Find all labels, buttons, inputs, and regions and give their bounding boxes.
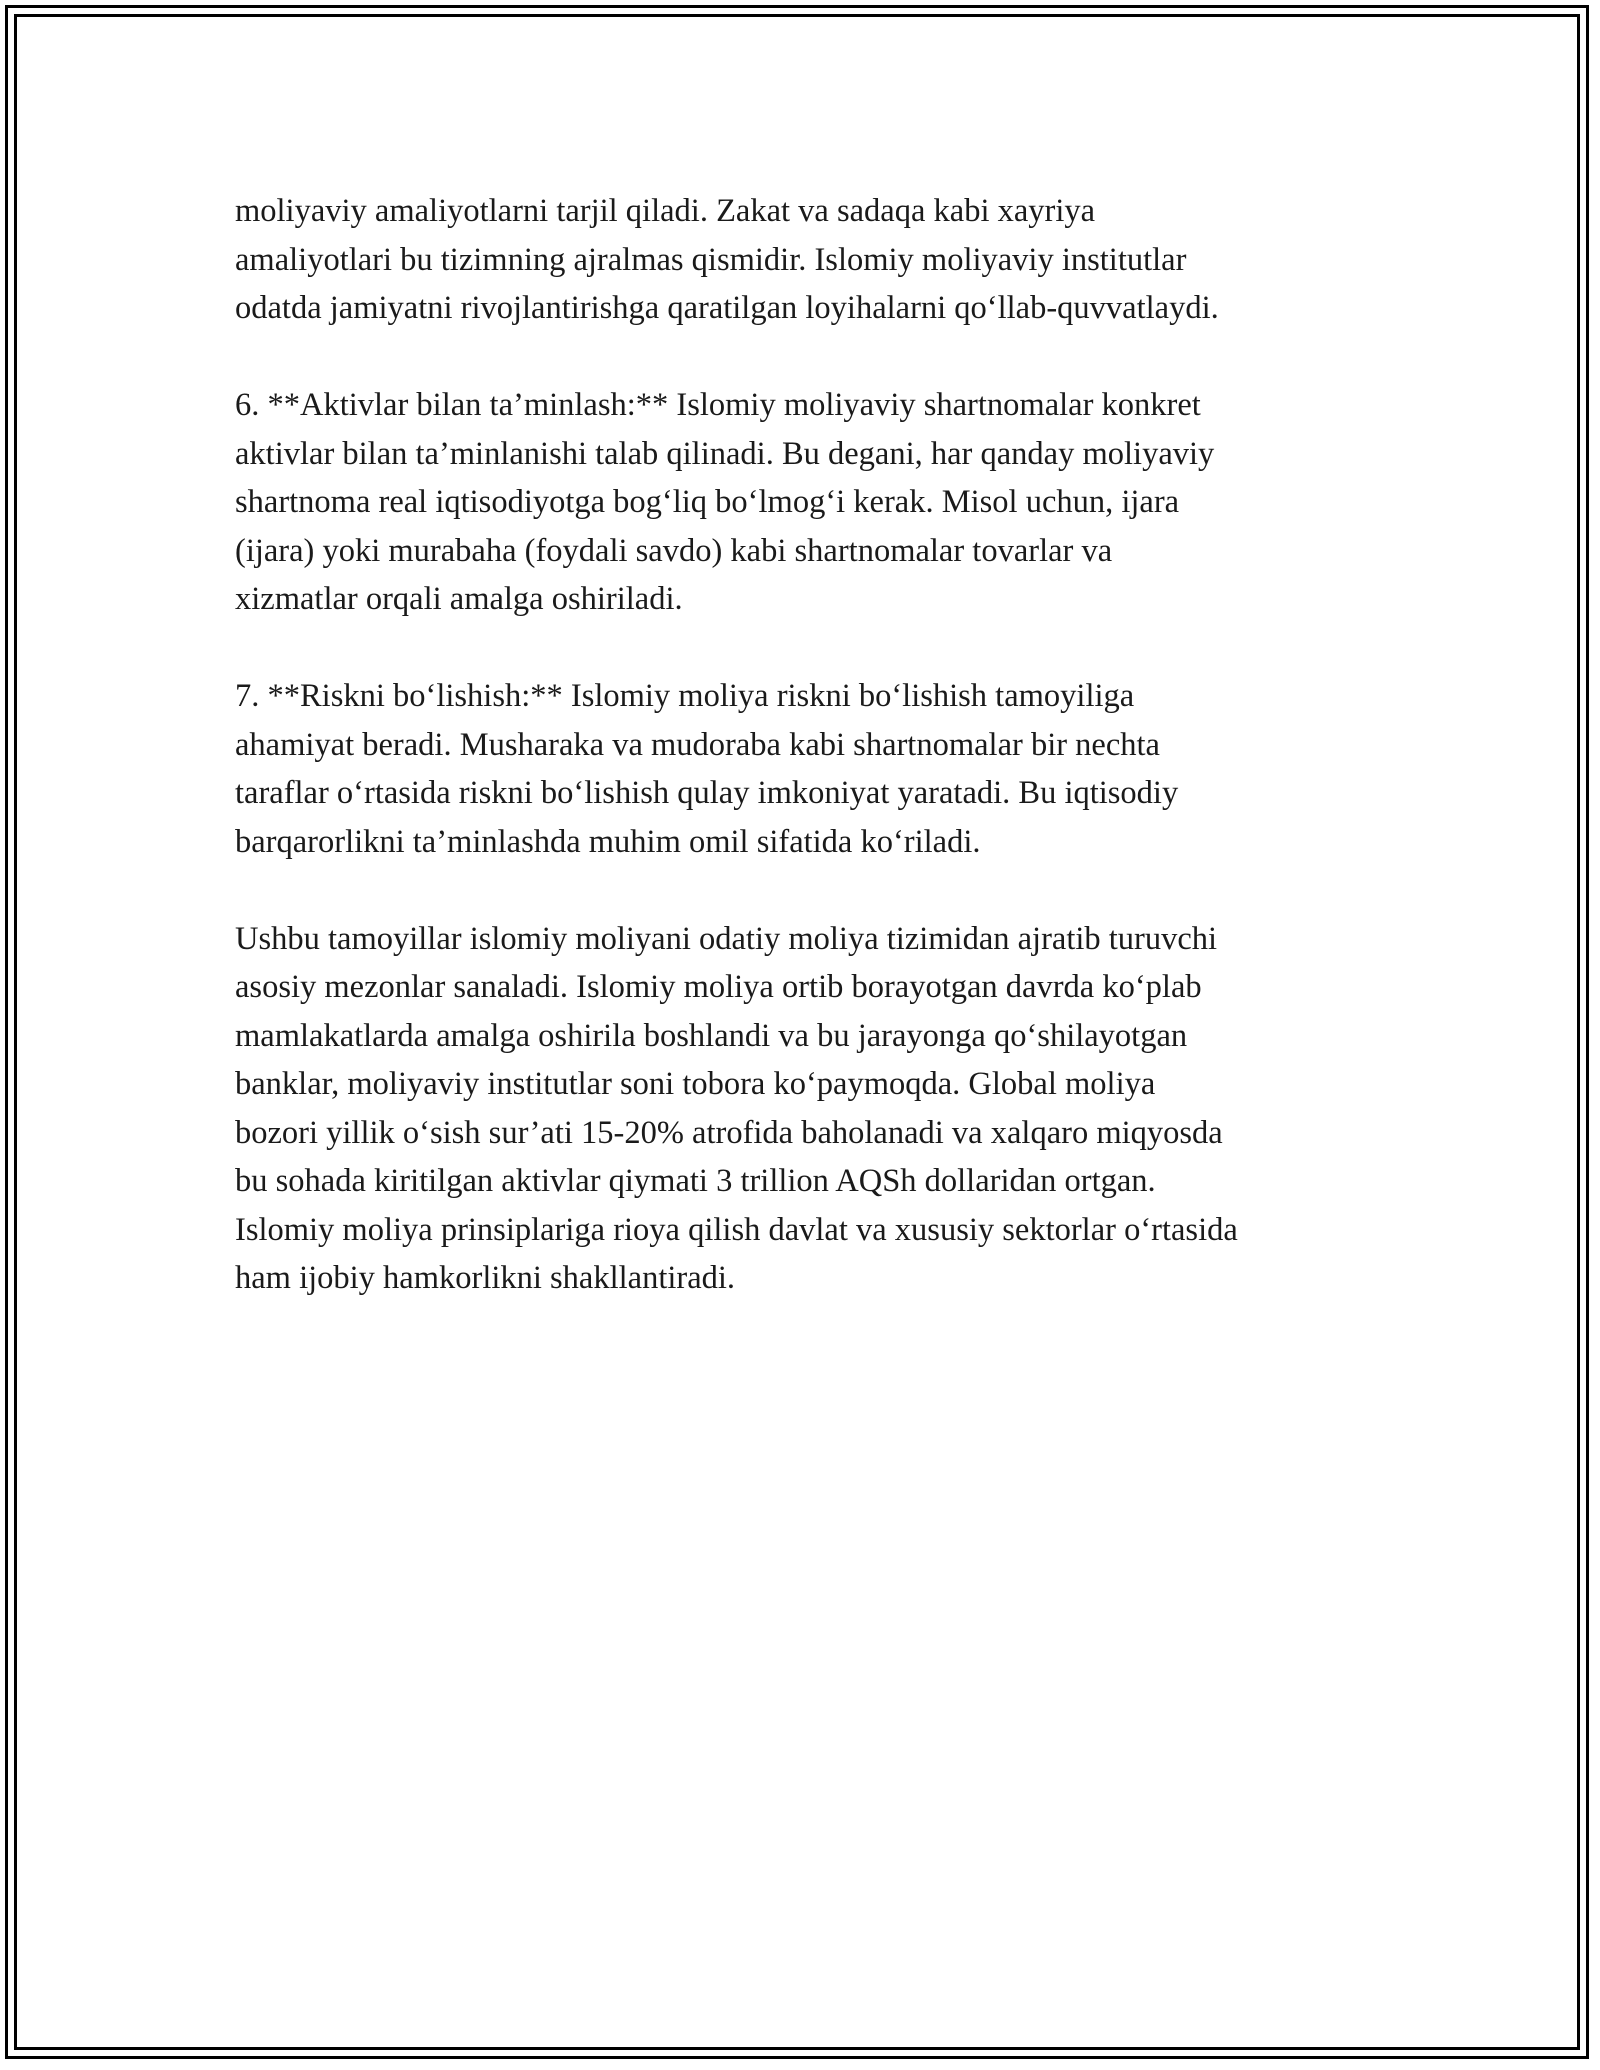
text-line: mamlakatlarda amalga oshirila boshlandi va bu jarayonga qo‘shilayotgan xyxy=(235,1017,1188,1054)
paragraph-risk-sharing xyxy=(235,672,1395,866)
text-line: xizmatlar orqali amalga oshiriladi. xyxy=(235,581,683,617)
text-line: amaliyotlari bu tizimning ajralmas qismidir. Islomiy moliyaviy institutlar xyxy=(235,241,1187,278)
text-line: Islomiy moliya prinsiplariga rioya qilish davlat va xususiy sektorlar o‘rtasida xyxy=(235,1211,1238,1248)
paragraph-asset-backing xyxy=(235,381,1395,624)
text-line: 7. **Riskni bo‘lishish:** Islomiy moliya riskni bo‘lishish tamoyiliga xyxy=(235,678,1135,714)
text-line: bu sohada kiritilgan aktivlar qiymati 3 trillion AQSh dollaridan ortgan. xyxy=(235,1163,1156,1199)
text-line: moliyaviy amaliyotlarni tarjil qiladi. Zakat va sadaqa kabi xayriya xyxy=(235,193,1096,229)
text-line: (ijara) yoki murabaha (foydali savdo) kabi shartnomalar tovarlar va xyxy=(235,532,1113,569)
text-line: ahamiyat beradi. Musharaka va mudoraba kabi shartnomalar bir nechta xyxy=(235,726,1160,763)
text-line: banklar, moliyaviy institutlar soni tobora ko‘paymoqda. Global moliya xyxy=(235,1066,1156,1102)
text-line: bozori yillik o‘sish sur’ati 15-20% atrofida baholanadi va xalqaro miqyosda xyxy=(235,1114,1223,1151)
text-line: barqarorlikni ta’minlashda muhim omil sifatida ko‘riladi. xyxy=(235,823,981,860)
text-line: aktivlar bilan ta’minlanishi talab qilinadi. Bu degani, har qanday moliyaviy xyxy=(235,435,1215,472)
document-body xyxy=(235,187,1395,1351)
text-line: odatda jamiyatni rivojlantirishga qaratilgan loyihalarni qo‘llab-quvvatlaydi. xyxy=(235,290,1219,326)
text-line: 6. **Aktivlar bilan ta’minlash:** Islomiy moliyaviy shartnomalar konkret xyxy=(235,387,1201,423)
text-line: Ushbu tamoyillar islomiy moliyani odatiy moliya tizimidan ajratib turuvchi xyxy=(235,920,1218,957)
paragraph-conclusion xyxy=(235,915,1395,1303)
text-line: asosiy mezonlar sanaladi. Islomiy moliya ortib borayotgan davrda ko‘plab xyxy=(235,969,1202,1005)
text-line: taraflar o‘rtasida riskni bo‘lishish qulay imkoniyat yaratadi. Bu iqtisodiy xyxy=(235,775,1179,811)
text-line: ham ijobiy hamkorlikni shakllantiradi. xyxy=(235,1260,736,1296)
text-line: shartnoma real iqtisodiyotga bog‘liq bo‘lmog‘i kerak. Misol uchun, ijara xyxy=(235,484,1180,520)
paragraph-intro-continuation xyxy=(235,187,1395,333)
